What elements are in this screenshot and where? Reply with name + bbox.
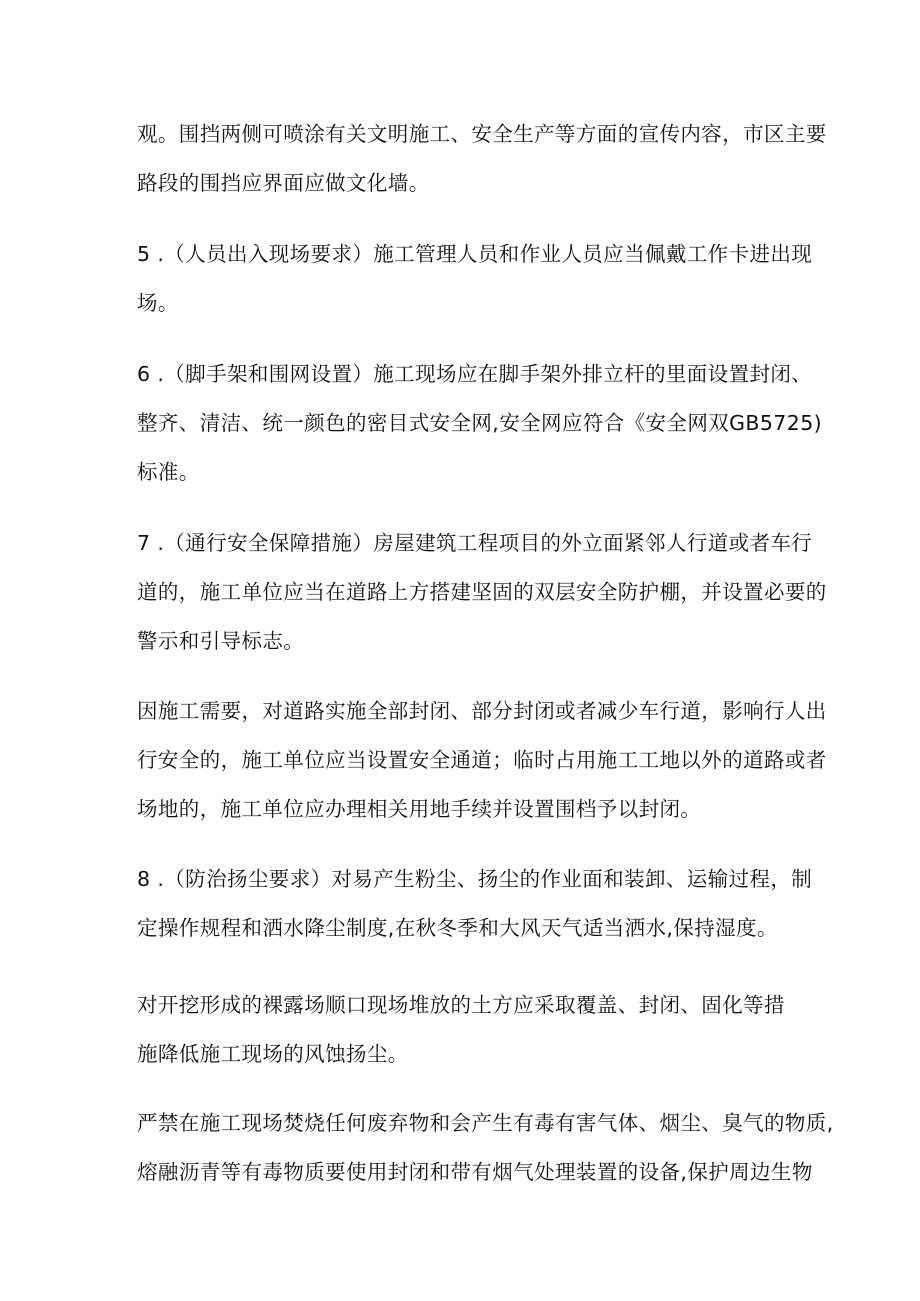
paragraph-line: 场地的，施工单位应办理相关用地手续并设置围档予以封闭。: [137, 797, 702, 821]
paragraph-line: 观。围挡两侧可喷涂有关文明施工、安全生产等方面的宣传内容，市区主要: [137, 122, 827, 146]
paragraph-line: 路段的围挡应界面应做文化墙。: [137, 171, 430, 195]
paragraph-line: 8 .（防治扬尘要求）对易产生粉尘、扬尘的作业面和装卸、运输过程，制: [137, 867, 813, 891]
paragraph-line: 严禁在施工现场焚烧任何废弃物和会产生有毒有害气体、烟尘、臭气的物质,: [137, 1111, 834, 1135]
paragraph-line: 场。: [137, 291, 179, 315]
paragraph-line: 5 .（人员出入现场要求）施工管理人员和作业人员应当佩戴工作卡进出现: [137, 242, 813, 266]
paragraph-line: 道的，施工单位应当在道路上方搭建坚固的双层安全防护棚，并设置必要的: [137, 580, 827, 604]
paragraph-line: 7 .（通行安全保障措施）房屋建筑工程项目的外立面紧邻人行道或者车行: [137, 531, 813, 555]
paragraph-line: 对开挖形成的裸露场顺口现场堆放的土方应采取覆盖、封闭、固化等措: [137, 993, 785, 1017]
paragraph-line: 警示和引导标志。: [137, 629, 305, 653]
paragraph-line: 施降低施工现场的风蚀扬尘。: [137, 1042, 409, 1066]
paragraph-line: 定操作规程和洒水降尘制度,在秋冬季和大风天气适当洒水,保持湿度。: [137, 916, 778, 940]
paragraph-line: 标准。: [137, 460, 200, 484]
paragraph-line: 整齐、清洁、统一颜色的密目式安全网,安全网应符合《安全网双GB5725): [137, 411, 823, 435]
paragraph-line: 因施工需要，对道路实施全部封闭、部分封闭或者减少车行道，影响行人出: [137, 699, 827, 723]
paragraph-line: 行安全的，施工单位应当设置安全通道；临时占用施工工地以外的道路或者: [137, 748, 827, 772]
paragraph-line: 6 .（脚手架和围网设置）施工现场应在脚手架外排立杆的里面设置封闭、: [137, 362, 813, 386]
paragraph-line: 熔融沥青等有毒物质要使用封闭和带有烟气处理装置的设备,保护周边生物: [137, 1160, 813, 1184]
